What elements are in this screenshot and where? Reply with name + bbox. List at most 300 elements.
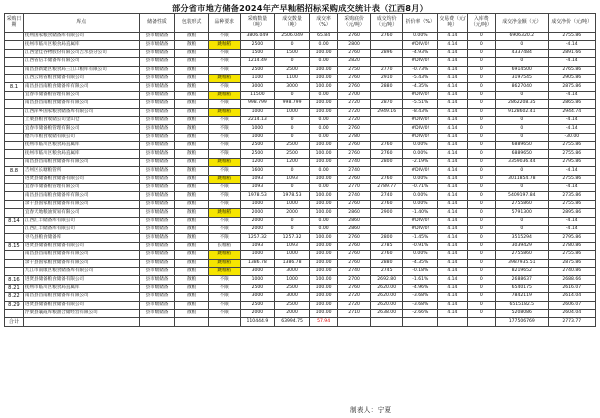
cell-depot: 南昌县昌南粮食储备库有限公司 [23, 83, 139, 91]
cell-deal-rate: 100.00 [309, 142, 337, 150]
cell-packaging: 散粮 [175, 33, 209, 41]
cell-net-amount: 6889650 [496, 142, 549, 150]
cell-depot: 南昌县昌南粮食储备库有限公司 [23, 251, 139, 259]
cell-net-price: 2614.04 [548, 293, 595, 301]
cell-deal-qty: 3000 [275, 293, 310, 301]
cell-reserve-type: 县市级储备 [139, 33, 175, 41]
cell-date [5, 74, 24, 82]
cell-packaging: 散粮 [175, 309, 209, 317]
cell-date: 8.1 [5, 83, 24, 91]
cell-avg-price: 2800 [370, 158, 403, 166]
cell-avg-price: 2800 [370, 234, 403, 242]
cell-deal-qty: 1000 [275, 108, 310, 116]
cell-floor-price: 2720 [338, 116, 371, 124]
cell-date: 8.15 [5, 242, 24, 250]
cell-deal-rate: 100.00 [309, 66, 337, 74]
table-row [5, 217, 596, 225]
cell-net-amount: 0 [496, 125, 549, 133]
header-variety: 品种要求 [208, 14, 240, 33]
cell-packaging: 散粮 [175, 150, 209, 158]
cell-floor-price: 2760 [338, 83, 371, 91]
cell-date [5, 175, 24, 183]
header-net-amount: 成交净金额（元） [496, 14, 549, 33]
cell-net-amount: 3011854.78 [496, 175, 549, 183]
cell-avg-price: 2785 [370, 242, 403, 250]
cell-avg-price: 2760 [370, 200, 403, 208]
cell-avg-price: 2760 [370, 150, 403, 158]
cell-storage-fee: 0 [467, 66, 495, 74]
cell-deal-qty: 1000 [275, 251, 310, 259]
cell-purchase-qty: 1000 [240, 276, 275, 284]
cell-storage-fee: 0 [467, 133, 495, 141]
cell-net-amount: 2755860 [496, 251, 549, 259]
cell-net-amount: 177506769 [496, 318, 549, 326]
cell-date [5, 108, 24, 116]
cell-net-amount: 0 [496, 116, 549, 124]
cell-trade-fee [438, 318, 467, 326]
cell-trade-fee: 4.14 [438, 259, 467, 267]
cell-net-price: 2895.86 [548, 209, 595, 217]
cell-avg-price: 2770 [370, 66, 403, 74]
cell-deal-rate: 100.00 [309, 192, 337, 200]
cell-discount-rate: #DIV/0! [403, 91, 438, 99]
cell-variety: 跳籼稻 [208, 41, 240, 49]
cell-net-price: -4.14 [548, 225, 595, 233]
cell-deal-rate: 100.00 [309, 309, 337, 317]
cell-reserve-type: 县市级储备 [139, 133, 175, 141]
cell-floor-price: 2860 [338, 217, 371, 225]
header-trade-fee: 交易费（元/吨） [438, 14, 467, 33]
cell-reserve-type [139, 318, 175, 326]
cell-deal-qty: 0 [275, 167, 310, 175]
cell-discount-rate: 0.00% [403, 200, 438, 208]
cell-deal-rate: 100.00 [309, 259, 337, 267]
table-row [5, 284, 596, 292]
cell-floor-price: 2760 [338, 49, 371, 57]
cell-floor-price: 2780 [338, 133, 371, 141]
cell-net-amount: 2755860 [496, 200, 549, 208]
cell-reserve-type: 县市级储备 [139, 158, 175, 166]
cell-storage-fee: 0 [467, 184, 495, 192]
cell-depot: 余干县国家粮食储备库有限公司 [23, 259, 139, 267]
table-row [5, 184, 596, 192]
cell-discount-rate: -3.68% [403, 301, 438, 309]
cell-purchase-qty: 3806.049 [240, 33, 275, 41]
cell-reserve-type: 县市级储备 [139, 83, 175, 91]
cell-reserve-type: 县市级储备 [139, 209, 175, 217]
cell-trade-fee: 4.14 [438, 209, 467, 217]
cell-variety: 不限 [208, 234, 240, 242]
cell-deal-qty: 0 [275, 58, 310, 66]
cell-variety: 不限 [208, 100, 240, 108]
table-author: 制表人：宁夏 [350, 406, 392, 414]
cell-avg-price: 2620.00 [370, 301, 403, 309]
cell-date [5, 150, 24, 158]
cell-net-amount: 2688637 [496, 276, 549, 284]
cell-avg-price: 2745 [370, 267, 403, 275]
cell-reserve-type: 县市级储备 [139, 41, 175, 49]
cell-trade-fee: 4.14 [438, 125, 467, 133]
cell-trade-fee: 4.14 [438, 242, 467, 250]
cell-packaging: 散粮 [175, 133, 209, 141]
cell-discount-rate [403, 318, 438, 326]
cell-deal-rate: 0.00 [309, 58, 337, 66]
cell-depot: 南昌县昌南粮食储备库有限公司 [23, 158, 139, 166]
cell-purchase-qty: 3000 [240, 293, 275, 301]
cell-deal-rate: 100.00 [309, 83, 337, 91]
cell-purchase-qty: 2000 [240, 217, 275, 225]
cell-date [5, 192, 24, 200]
cell-packaging: 散粮 [175, 242, 209, 250]
cell-purchase-qty: 2500 [240, 66, 275, 74]
cell-reserve-type: 县市级储备 [139, 58, 175, 66]
cell-discount-rate: -0.71% [403, 184, 438, 192]
cell-discount-rate: #DIV/0! [403, 41, 438, 49]
header-deal-qty: 成交数量（吨） [275, 14, 310, 33]
cell-packaging: 散粮 [175, 74, 209, 82]
cell-date: 8.22 [5, 293, 24, 301]
cell-avg-price [370, 58, 403, 66]
cell-purchase-qty: 1093 [240, 242, 275, 250]
table-row [5, 142, 596, 150]
cell-floor-price: 2760 [338, 125, 371, 133]
cell-net-amount: 0 [496, 217, 549, 225]
cell-variety: 不限 [208, 142, 240, 150]
cell-packaging: 散粮 [175, 200, 209, 208]
cell-purchase-qty: 110444.9 [240, 318, 275, 326]
cell-net-amount: 3197545 [496, 74, 549, 82]
cell-reserve-type: 县市级储备 [139, 91, 175, 99]
cell-depot: 江西省信丰储备库有限公司 [23, 58, 139, 66]
cell-avg-price: 2740 [370, 192, 403, 200]
cell-storage-fee: 0 [467, 108, 495, 116]
cell-floor-price: 2820 [338, 58, 371, 66]
cell-purchase-qty: 2000 [240, 225, 275, 233]
cell-depot: 南昌县新建区粮食局三江口粮库有限公司 [23, 66, 139, 74]
cell-reserve-type: 县市级储备 [139, 125, 175, 133]
cell-net-price: -4.14 [548, 217, 595, 225]
cell-deal-qty: 1978.53 [275, 192, 310, 200]
cell-net-price: 2905.86 [548, 74, 595, 82]
cell-avg-price [370, 125, 403, 133]
cell-trade-fee: 4.14 [438, 175, 467, 183]
table-row [5, 259, 596, 267]
table-row [5, 125, 596, 133]
cell-storage-fee: 0 [467, 259, 495, 267]
cell-floor-price [338, 318, 371, 326]
cell-net-amount: 6540175 [496, 284, 549, 292]
cell-net-price: 2755.86 [548, 33, 595, 41]
cell-deal-qty: 1386.78 [275, 259, 310, 267]
cell-deal-qty: 0 [275, 217, 310, 225]
cell-deal-rate: 100.00 [309, 150, 337, 158]
cell-packaging: 散粮 [175, 83, 209, 91]
cell-packaging: 散粮 [175, 276, 209, 284]
cell-storage-fee: 0 [467, 267, 495, 275]
cell-net-amount: 4337484 [496, 49, 549, 57]
cell-net-price: 2780.86 [548, 242, 595, 250]
cell-variety: 跳籼稻 [208, 267, 240, 275]
cell-avg-price [370, 116, 403, 124]
cell-variety: 不限 [208, 33, 240, 41]
total-row [5, 318, 596, 326]
cell-floor-price: 2770 [338, 184, 371, 192]
cell-date [5, 267, 24, 275]
cell-net-price: -4.14 [548, 184, 595, 192]
cell-reserve-type: 县市级储备 [139, 175, 175, 183]
cell-packaging: 散粮 [175, 251, 209, 259]
cell-purchase-qty: 11500 [240, 91, 275, 99]
cell-packaging: 散粮 [175, 259, 209, 267]
cell-trade-fee: 4.14 [438, 100, 467, 108]
cell-variety: 跳籼稻 [208, 251, 240, 259]
cell-variety: 不限 [208, 217, 240, 225]
cell-depot: 抚州市临川区粮食局直属库 [23, 41, 139, 49]
cell-trade-fee: 4.14 [438, 49, 467, 57]
cell-variety: 不限 [208, 58, 240, 66]
cell-variety: 不限 [208, 276, 240, 284]
cell-date [5, 91, 24, 99]
cell-packaging: 散粮 [175, 209, 209, 217]
cell-date [5, 142, 24, 150]
cell-depot: 南昌县昌南粮食储备库有限公司 [23, 192, 139, 200]
cell-discount-rate: #DIV/0! [403, 116, 438, 124]
cell-net-price: 2795.86 [548, 158, 595, 166]
cell-discount-rate: #DIV/0! [403, 217, 438, 225]
cell-purchase-qty: 1000 [240, 108, 275, 116]
cell-purchase-qty: 2000 [240, 209, 275, 217]
table-row [5, 41, 596, 49]
cell-net-price: 2616.07 [548, 284, 595, 292]
cell-date: 8.29 [5, 301, 24, 309]
cell-deal-rate: 0.00 [309, 116, 337, 124]
cell-storage-fee: 0 [467, 100, 495, 108]
table-body [5, 33, 596, 327]
cell-discount-rate: -2.66% [403, 309, 438, 317]
header-depot: 库点 [23, 14, 139, 33]
header-reserve-type: 储备性质 [139, 14, 175, 33]
cell-net-price: 2606.07 [548, 301, 595, 309]
cell-reserve-type: 县市级储备 [139, 142, 175, 150]
cell-avg-price: 2880 [370, 259, 403, 267]
table-row [5, 301, 596, 309]
cell-deal-qty: 2000 [275, 209, 310, 217]
cell-date [5, 41, 24, 49]
cell-variety: 不限 [208, 83, 240, 91]
cell-floor-price: 2760 [338, 74, 371, 82]
cell-packaging: 散粮 [175, 116, 209, 124]
cell-depot: 宜春市储备粮管理有限公司 [23, 125, 139, 133]
table-row [5, 175, 596, 183]
cell-floor-price: 2700 [338, 91, 371, 99]
header-avg-price: 成交均价（元/吨） [370, 14, 403, 33]
cell-deal-qty: 3000 [275, 83, 310, 91]
cell-depot: 宜春市储备粮管理有限公司 [23, 91, 139, 99]
cell-deal-rate: 100.00 [309, 209, 337, 217]
cell-net-amount: 7842119 [496, 293, 549, 301]
header-date: 采购日期 [5, 14, 24, 33]
cell-packaging: 散粮 [175, 225, 209, 233]
cell-deal-rate: 100.00 [309, 301, 337, 309]
cell-avg-price [370, 167, 403, 175]
cell-net-price: 2604.04 [548, 309, 595, 317]
cell-reserve-type: 县市级储备 [139, 150, 175, 158]
cell-depot: 南昌县昌南粮食储备库有限公司 [23, 100, 139, 108]
cell-reserve-type: 县市级储备 [139, 234, 175, 242]
cell-packaging [175, 318, 209, 326]
cell-deal-qty: 3000 [275, 267, 310, 275]
cell-date [5, 259, 24, 267]
cell-net-price: 2755.86 [548, 150, 595, 158]
cell-deal-qty: 1257.32 [275, 234, 310, 242]
cell-discount-rate: 0.00% [403, 251, 438, 259]
cell-purchase-qty: 3000 [240, 267, 275, 275]
cell-date [5, 125, 24, 133]
cell-avg-price [370, 318, 403, 326]
cell-net-price: 2688.66 [548, 276, 595, 284]
cell-floor-price: 2750 [338, 66, 371, 74]
cell-trade-fee: 4.14 [438, 41, 467, 49]
cell-depot: 浮梁县襄霞库粮油合储经营有限公司 [23, 309, 139, 317]
cell-storage-fee: 0 [467, 158, 495, 166]
cell-depot: 余干县国家粮食储备库有限公司 [23, 200, 139, 208]
cell-net-amount: 8219652 [496, 267, 549, 275]
cell-trade-fee: 4.14 [438, 284, 467, 292]
cell-deal-qty: 0 [275, 125, 310, 133]
cell-variety: 长籼稻 [208, 242, 240, 250]
cell-storage-fee: 0 [467, 58, 495, 66]
cell-avg-price: 2900 [370, 209, 403, 217]
cell-variety: 跳籼稻 [208, 209, 240, 217]
cell-trade-fee: 4.14 [438, 83, 467, 91]
cell-net-amount: 3987935.51 [496, 259, 549, 267]
cell-avg-price: 2638.00 [370, 309, 403, 317]
cell-purchase-qty: 1386.78 [240, 259, 275, 267]
cell-packaging: 散粮 [175, 108, 209, 116]
table-row [5, 100, 596, 108]
cell-floor-price: 2760 [338, 251, 371, 259]
cell-net-price: 2795.86 [548, 234, 595, 242]
cell-depot: 上栗县粮食收储公司金山仓 [23, 116, 139, 124]
cell-trade-fee: 4.14 [438, 142, 467, 150]
cell-packaging: 散粮 [175, 66, 209, 74]
cell-net-price: 2944.74 [548, 108, 595, 116]
cell-deal-qty: 63994.75 [275, 318, 310, 326]
cell-purchase-qty: 1000 [240, 133, 275, 141]
table-row [5, 242, 596, 250]
table-row [5, 83, 596, 91]
cell-date [5, 251, 24, 259]
cell-storage-fee: 0 [467, 225, 495, 233]
cell-packaging: 散粮 [175, 58, 209, 66]
cell-trade-fee: 4.14 [438, 225, 467, 233]
cell-reserve-type: 县市级储备 [139, 66, 175, 74]
cell-floor-price: 2720 [338, 293, 371, 301]
cell-net-amount: 0 [496, 91, 549, 99]
cell-depot: 江西萍乡国家粮食储备库有限公司 [23, 108, 139, 116]
cell-trade-fee: 4.14 [438, 293, 467, 301]
cell-discount-rate: #DIV/0! [403, 133, 438, 141]
cell-reserve-type: 县市级储备 [139, 49, 175, 57]
cell-trade-fee: 4.14 [438, 150, 467, 158]
table-row [5, 150, 596, 158]
cell-deal-rate: 0.00 [309, 41, 337, 49]
cell-purchase-qty: 998.799 [240, 100, 275, 108]
cell-deal-rate: 57.94 [309, 318, 337, 326]
cell-variety: 跳籼稻 [208, 74, 240, 82]
cell-reserve-type: 县市级储备 [139, 301, 175, 309]
cell-discount-rate: -5.43% [403, 74, 438, 82]
cell-depot: 抚州市临川区粮食局直属库 [23, 150, 139, 158]
cell-deal-qty: 2500 [275, 284, 310, 292]
cell-discount-rate: #DIV/0! [403, 58, 438, 66]
cell-trade-fee: 4.14 [438, 133, 467, 141]
cell-storage-fee: 0 [467, 200, 495, 208]
cell-variety: 跳籼稻 [208, 175, 240, 183]
cell-floor-price: 2720 [338, 108, 371, 116]
cell-date [5, 66, 24, 74]
cell-storage-fee: 0 [467, 83, 495, 91]
cell-avg-price: 2870 [370, 100, 403, 108]
cell-deal-rate: 0.00 [309, 91, 337, 99]
cell-depot: 进贤县储备粮食储备有限公司 [23, 175, 139, 183]
cell-purchase-qty: 1100 [240, 74, 275, 82]
cell-variety: 跳籼稻 [208, 108, 240, 116]
cell-avg-price [370, 133, 403, 141]
cell-depot: 江西云铭省粮食储备有限公司 [23, 74, 139, 82]
cell-date: 8.8 [5, 167, 24, 175]
cell-depot: 抚州市临川区粮食局直属库 [23, 142, 139, 150]
cell-net-price: 2875.86 [548, 83, 595, 91]
cell-date [5, 209, 24, 217]
cell-deal-qty: 1100 [275, 74, 310, 82]
cell-net-amount: 5791300 [496, 209, 549, 217]
cell-purchase-qty: 2214.13 [240, 116, 275, 124]
cell-net-price: -4.14 [548, 116, 595, 124]
cell-net-price: 2740.86 [548, 267, 595, 275]
cell-depot: 德兴市粮食收储有限公司 [23, 133, 139, 141]
cell-storage-fee: 0 [467, 91, 495, 99]
cell-reserve-type: 县市级储备 [139, 116, 175, 124]
cell-packaging: 散粮 [175, 41, 209, 49]
cell-date [5, 309, 24, 317]
cell-net-price: 2755.86 [548, 175, 595, 183]
cell-discount-rate: 0.00% [403, 150, 438, 158]
cell-storage-fee: 0 [467, 242, 495, 250]
cell-trade-fee: 4.14 [438, 33, 467, 41]
cell-discount-rate: -0.73% [403, 66, 438, 74]
cell-variety: 跳籼稻 [208, 259, 240, 267]
cell-trade-fee: 4.14 [438, 301, 467, 309]
cell-packaging: 散粮 [175, 192, 209, 200]
cell-deal-qty: 998.799 [275, 100, 310, 108]
cell-discount-rate: -3.68% [403, 293, 438, 301]
cell-deal-qty: 0 [275, 91, 310, 99]
cell-net-amount: 6914500 [496, 66, 549, 74]
cell-net-amount: 9128602.41 [496, 108, 549, 116]
cell-net-amount: 6515182.5 [496, 301, 549, 309]
cell-floor-price: 2700 [338, 276, 371, 284]
cell-storage-fee: 0 [467, 41, 495, 49]
cell-variety: 不限 [208, 293, 240, 301]
cell-storage-fee: 0 [467, 217, 495, 225]
cell-discount-rate: #DIV/0! [403, 225, 438, 233]
cell-net-price: -4.14 [548, 58, 595, 66]
cell-deal-rate: 65.84 [309, 33, 337, 41]
table-row [5, 192, 596, 200]
cell-floor-price: 2860 [338, 225, 371, 233]
cell-variety: 不限 [208, 184, 240, 192]
